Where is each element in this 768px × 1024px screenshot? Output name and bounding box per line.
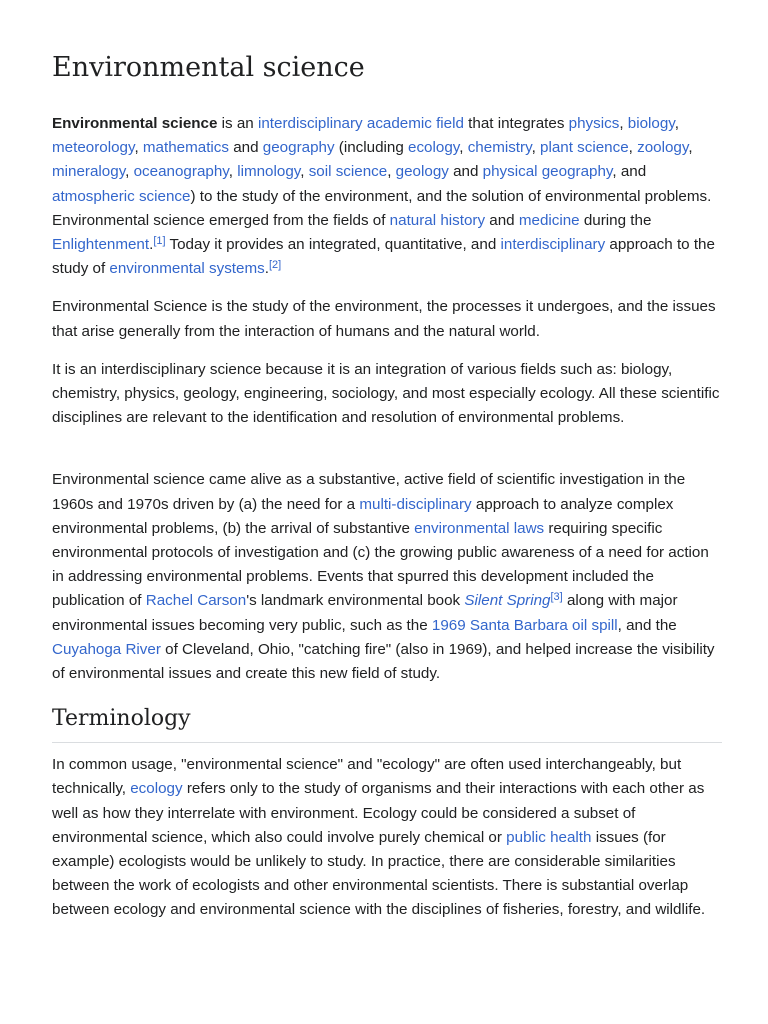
link-cuyahoga-river[interactable]: Cuyahoga River (52, 640, 161, 658)
link-plant-science[interactable]: plant science (540, 139, 629, 157)
link-rachel-carson[interactable]: Rachel Carson (145, 592, 247, 610)
paragraph-history: Environmental science came alive as a substantive, active field of scientific investigation in the 1960s and 1970s driven by (a) the need for a multi-disciplinary approach to analyze complex environmental problems, (b) the arrival of substantive environmental laws requiring specific environmental protocols of investigation and (c) the growing public awareness of a need for action in addressing environmental problems. Events that spurred this development included the publication of Rachel Carson's landmark environmental book Silent Spring[3] along with major environmental issues becoming very public, such as the 1969 Santa Barbara oil spill, and the Cuyahoga River of Cleveland, Ohio, "catching fire" (also in 1969), and helped increase the visibility of environmental issues and create this new field of study. (52, 471, 715, 683)
link-santa-barbara-oil-spill[interactable]: 1969 Santa Barbara oil spill (431, 616, 618, 634)
link-ecology[interactable]: ecology (408, 139, 460, 157)
link-public-health[interactable]: public health (506, 828, 592, 846)
link-chemistry[interactable]: chemistry (467, 139, 532, 157)
reference-3 (551, 591, 563, 603)
reference-link-3[interactable]: [3] (550, 591, 563, 604)
section-heading-terminology: Terminology (52, 704, 722, 743)
link-physics[interactable]: physics (568, 115, 620, 132)
link-oceanography[interactable]: oceanography (133, 163, 229, 181)
link-limnology[interactable]: limnology (237, 163, 301, 181)
link-silent-spring[interactable]: Silent Spring (464, 592, 551, 610)
link-geology[interactable]: geology (395, 163, 449, 181)
reference-link-1[interactable]: [1] (153, 235, 166, 248)
paragraph-terminology: In common usage, "environmental science" and "ecology" are often used interchangeably, but technically, ecology refers only to the study of organisms and their interactions with each other as well as how they interrelate with environment. Ecology could be considered a subset of environmental science, which also could involve purely chemical or public health issues (for example) ecologists would be unlikely to study. In practice, there are considerable similarities between the work of ecologists and other environmental scientists. There is substantial overlap between ecology and environmental science with the disciplines of fisheries, forestry, and wildlife. (52, 756, 706, 919)
link-biology[interactable]: biology (627, 115, 675, 132)
link-interdisciplinary[interactable]: interdisciplinary (500, 236, 606, 254)
reference-1 (153, 235, 165, 247)
link-meteorology[interactable]: meteorology (52, 139, 135, 157)
link-environmental-laws[interactable]: environmental laws (414, 519, 545, 537)
link-geography[interactable]: geography (262, 139, 335, 157)
intro-paragraph: Environmental science is an interdisciplinary academic field that integrates physics, biology, meteorology, mathematics and geography (including ecology, chemistry, plant science, zoology, mineralogy, oceanography, limnology, soil science, geology and physical geography, and atmospheric science) to the study of the environment, and the solution of environmental problems. Environmental science emerged from the fields of natural history and medicine during the Enlightenment.[1] Today it provides an integrated, quantitative, and interdisciplinary approach to the study of environmental systems.[2] (52, 115, 715, 278)
link-zoology[interactable]: zoology (637, 139, 689, 157)
link-environmental-systems[interactable]: environmental systems (109, 260, 265, 278)
reference-2 (269, 259, 281, 271)
link-mathematics[interactable]: mathematics (142, 139, 229, 157)
link-physical-geography[interactable]: physical geography (482, 163, 613, 181)
link-soil-science[interactable]: soil science (308, 163, 388, 181)
link-interdisciplinary-academic-field[interactable]: interdisciplinary academic field (257, 115, 464, 132)
link-ecology-terminology[interactable]: ecology (130, 780, 183, 798)
link-medicine[interactable]: medicine (518, 211, 580, 229)
page-title: Environmental science (52, 52, 365, 83)
lead-term: Environmental science (52, 115, 218, 132)
link-atmospheric-science[interactable]: atmospheric science (52, 187, 191, 205)
article-content (52, 0, 722, 923)
link-natural-history[interactable]: natural history (389, 211, 486, 229)
link-multi-disciplinary[interactable]: multi-disciplinary (359, 495, 472, 513)
reference-link-2[interactable]: [2] (268, 259, 282, 272)
link-mineralogy[interactable]: mineralogy (52, 163, 126, 181)
paragraph-interdisciplinary: It is an interdisciplinary science because it is an integration of various fields such as: biology, chemistry, physics, geology, engineering, sociology, and most especially ecology. All these scientific disciplines are relevant to the identification and resolution of environmental problems. (52, 360, 720, 427)
paragraph-definition: Environmental Science is the study of the environment, the processes it undergoes, and the issues that arise generally from the interaction of humans and the natural world. (52, 298, 716, 340)
link-enlightenment[interactable]: Enlightenment (52, 236, 150, 254)
